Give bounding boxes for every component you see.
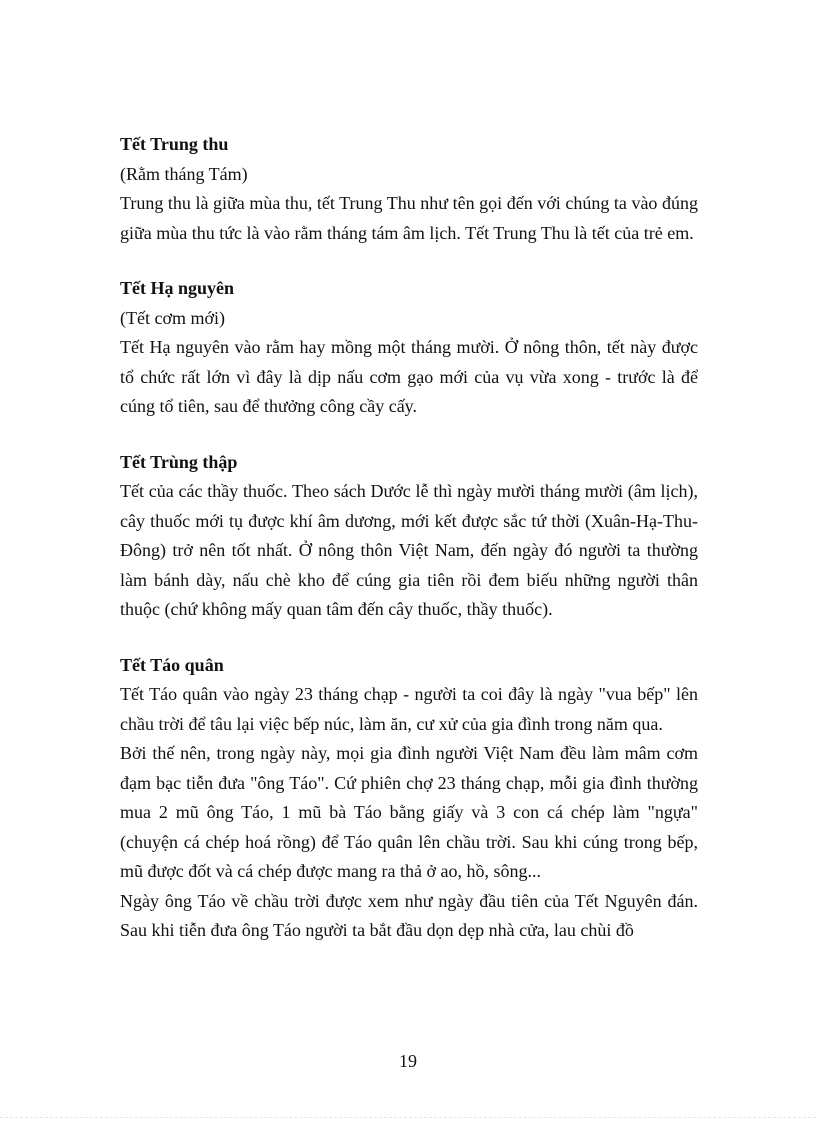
- page-number: 19: [399, 1051, 417, 1071]
- paragraph: Trung thu là giữa mùa thu, tết Trung Thu như tên gọi đến với chúng ta vào đúng giữa mùa thu tức là vào rằm tháng tám âm lịch. Tết Trung Thu là tết của trẻ em.: [120, 193, 698, 243]
- paragraph: Ngày ông Táo về chầu trời được xem như ngày đầu tiên của Tết Nguyên đán. Sau khi tiễn đưa ông Táo người ta bắt đầu dọn dẹp nhà cửa, lau chùi đồ: [120, 890, 698, 940]
- page-bottom-divider: [0, 1117, 816, 1118]
- section-heading: Tết Hạ nguyên: [120, 278, 235, 298]
- paragraph: Tết Táo quân vào ngày 23 tháng chạp - người ta coi đây là ngày "vua bếp" lên chầu trời để tâu lại việc bếp núc, làm ăn, cư xử của gia đình trong năm qua.: [120, 684, 698, 734]
- section-tet-ha-nguyen: [120, 274, 698, 422]
- section-subtitle: (Rằm tháng Tám): [120, 163, 248, 184]
- paragraph: Bởi thế nên, trong ngày này, mọi gia đình người Việt Nam đều làm mâm cơm đạm bạc tiễn đưa "ông Táo". Cứ phiên chợ 23 tháng chạp, mỗi gia đình thường mua 2 mũ ông Táo, 1 mũ bà Táo bằng giấy và 3 con cá chép làm "ngựa" (chuyện cá chép hoá rồng) để Táo quân lên chầu trời. Sau khi cúng trong bếp, mũ được đốt và cá chép được mang ra thả ở ao, hồ, sông...: [120, 743, 698, 881]
- page-content: [120, 130, 698, 972]
- paragraph: Tết Hạ nguyên vào rằm hay mồng một tháng mười. Ở nông thôn, tết này được tổ chức rất lớn vì đây là dịp nấu cơm gạo mới của vụ vừa xong - trước là để cúng tổ tiên, sau để thưởng công cầy cấy.: [120, 337, 698, 416]
- section-subtitle: (Tết cơm mới): [120, 307, 226, 328]
- section-heading: Tết Táo quân: [120, 654, 224, 675]
- section-heading: Tết Trùng thập: [120, 451, 238, 472]
- section-tet-tao-quan: [120, 651, 698, 946]
- section-heading: Tết Trung thu: [120, 134, 229, 154]
- paragraph: Tết của các thầy thuốc. Theo sách Dước lễ thì ngày mười tháng mười (âm lịch), cây thuốc mới tụ được khí âm dương, mới kết được sắc tứ thời (Xuân-Hạ-Thu-Đông) trở nên tốt nhất. Ở nông thôn Việt Nam, đến ngày đó người ta thường làm bánh dày, nấu chè kho để cúng gia tiên rồi đem biếu những người thân thuộc (chứ không mấy quan tâm đến cây thuốc, thầy thuốc).: [120, 481, 698, 619]
- section-tet-trung-thap: [120, 448, 698, 625]
- section-tet-trung-thu: [120, 130, 698, 248]
